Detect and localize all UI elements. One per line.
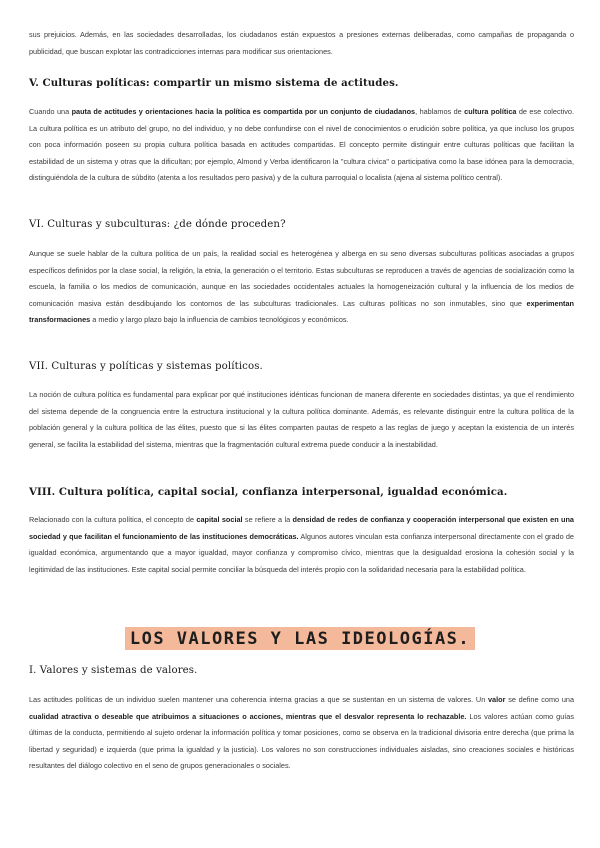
section-v-paragraph (29, 104, 574, 187)
section-heading-viii: VIII. Cultura política, capital social, confianza interpersonal, igualdad económica. (29, 486, 508, 498)
paragraph-text: , hablamos de (415, 107, 465, 116)
paragraph-text: se define como una (505, 695, 575, 704)
chapter-banner (0, 627, 600, 650)
paragraph-text: Relacionado con la cultura política, el concepto de (29, 515, 197, 524)
section-vi-paragraph (29, 246, 574, 329)
bold-text: capital social (196, 515, 243, 524)
paragraph-text: Las actitudes políticas de un individuo suelen mantener una coherencia interna gracias a que se sustentan en un sistema de valores. Un (29, 695, 488, 704)
bold-text: pauta de actitudes y orientaciones hacia la política es compartida por un conjunto de ciudadanos (71, 107, 416, 116)
paragraph-text: Los valores actúan como guías últimas de la conducta, permitiendo al sujeto ordenar la información política y tomar posiciones, como se observa en la tradicional divisoria entre derecha (que prima la libertad y seguridad) e izquierda (que prima la igualdad y la justicia). Los valores no son construcciones individuales aisladas, sino creaciones sociales e históricas resultantes del diálogo colectivo en el seno de grupos generacionales o sociales. (29, 711, 574, 770)
bold-text: valor (488, 695, 506, 704)
bold-text: cualidad atractiva o deseable que atribuimos a situaciones o acciones, mientras que el desvalor representa lo rechazable. (29, 711, 467, 721)
paragraph-text: de ese colectivo. La cultura política es un atributo del grupo, no del individuo, y no debe confundirse con el nivel de conocimientos o erudición sobre política, ya que incluso los grupos con poca información poseen su propia cultura política basada en actitudes compartidas. El concepto permite distinguir entre culturas políticas que facilitan la estabilidad de un sistema y otras que la dificultan; por ejemplo, Almond y Verba identificaron la "cultura cívica" o participativa como la base idónea para la democracia, distinguiéndola de la cultura de súbdito (atenta a los resultados pero pasiva) y de la cultura parroquial o localista (ajena al sistema político central). (29, 107, 574, 182)
section-vii-paragraph (29, 387, 574, 453)
chapter-title: LOS VALORES Y LAS IDEOLOGÍAS. (125, 627, 475, 650)
section-heading-vii: VII. Culturas y políticas y sistemas políticos. (29, 361, 263, 372)
paragraph-text: Aunque se suele hablar de la cultura política de un país, la realidad social es heterogénea y alberga en su seno diversas subculturas políticas asociadas a grupos específicos definidos por la clase social, la religión, la etnia, la generación o el territorio. Estas subculturas se reproducen a través de agencias de socialización como la escuela, la familia o los medios de comunicación, aunque en las sociedades occidentales actuales la homogeneización cultural y la influencia de los medios de comunicación masiva están desdibujando los contornos de las subculturas tradicionales. Las culturas políticas no son inmutables, sino que (29, 249, 574, 308)
paragraph-text: sus prejuicios. Además, en las sociedades desarrolladas, los ciudadanos están expuestos a presiones externas deliberadas, como campañas de propaganda o publicidad, que buscan explotar las contradicciones internas para modificar sus orientaciones. (29, 30, 574, 56)
bold-text: densidad de redes de confianza y cooperación interpersonal que existen en una sociedad y que facilitan el funcionamiento de las instituciones democráticas. (29, 515, 574, 541)
paragraph-text: La noción de cultura política es fundamental para explicar por qué instituciones idénticas funcionan de manera diferente en sociedades distintas, ya que el rendimiento del sistema depende de la congruencia entre la estructura institucional y la cultura política dominante. Además, es relevante distinguir entre la cultura política de la población general y la cultura política de las élites, puesto que si las élites comparten pautas de respeto a las reglas de juego y aceptan la existencia de un interés general, se facilita la estabilidad del sistema, mientras que la fragmentación cultural extrema puede conducir a la inestabilidad. (29, 390, 574, 449)
section-i-paragraph (29, 692, 574, 775)
paragraph-text: Algunos autores vinculan esta confianza interpersonal directamente con el grado de igualdad económica, argumentando que a mayor igualdad, mayor confianza y compromiso cívico, mientras que la desigualdad erosiona la cohesión social y la legitimidad de las instituciones. Este capital social permite conciliar la búsqueda del interés propio con la solidaridad necesaria para la estabilidad política. (29, 531, 574, 574)
section-heading-v: V. Culturas políticas: compartir un mismo sistema de actitudes. (29, 77, 399, 89)
bold-text: experimentan transformaciones (29, 298, 574, 324)
section-heading-vi: VI. Culturas y subculturas: ¿de dónde proceden? (29, 219, 286, 230)
paragraph-text: se refiere a la (242, 515, 293, 524)
section-viii-paragraph (29, 512, 574, 578)
paragraph-text: a medio y largo plazo bajo la influencia de cambios tecnológicos y económicos. (90, 315, 349, 324)
intro-paragraph (29, 27, 574, 60)
bold-text: cultura política (464, 107, 517, 116)
section-heading-i: I. Valores y sistemas de valores. (29, 665, 198, 676)
paragraph-text: Cuando una (29, 107, 72, 116)
